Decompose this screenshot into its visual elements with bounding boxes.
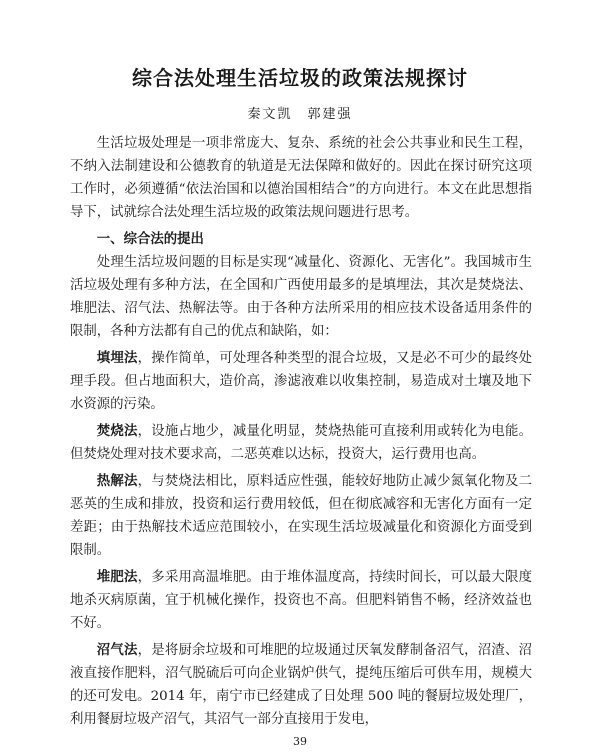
method-paragraph-incineration — [70, 420, 532, 466]
article-title: 综合法处理生活垃圾的政策法规探讨 — [132, 66, 468, 90]
method-paragraph-landfill — [70, 347, 532, 416]
section-paragraph: 处理生活垃圾问题的目标是实现“减量化、资源化、无害化”。我国城市生活垃圾处理有多种方法，在全国和广西使用最多的是填埋法，其次是焚烧法、堆肥法、沼气法、热解法等。由于各种方法所采用的相应技术设备适用条件的限制，各种方法都有自己的优点和缺陷，如： — [70, 255, 532, 339]
method-term: 堆肥法 — [96, 570, 138, 585]
method-text: ，是将厨余垃圾和可堆肥的垃圾通过厌氧发酵制备沼气，沼渣、沼液直接作肥料，沼气脱硫后可向企业锅炉供气，提纯压缩后可供车用，规模大的还可发电。2014 年，南宁市已经建成了日处理 500 吨的餐厨垃圾处理厂，利用餐厨垃圾产沼气，其沼气一部分直接用于发电， — [70, 643, 533, 727]
method-term: 焚烧法 — [96, 424, 138, 439]
method-paragraph-composting — [70, 566, 532, 635]
page-number: 39 — [293, 735, 307, 748]
method-text: ，与焚烧法相比，原料适应性强，能较好地防止减少氮氧化物及二恶英的生成和排放，投资和运行费用较低，但在彻底减容和无害化方面有一定差距；由于热解技术适应范围较小，在实现生活垃圾减量化和资源化方面受到限制。 — [70, 474, 533, 558]
method-text: ，设施占地少，减量化明显，焚烧热能可直接利用或转化为电能。但焚烧处理对技术要求高，二恶英难以达标，投资大，运行费用也高。 — [70, 424, 533, 462]
method-text: ，操作简单，可处理各种类型的混合垃圾，又是必不可少的最终处理手段。但占地面积大，造价高，渗滤液难以收集控制，易造成对土壤及地下水资源的污染。 — [70, 351, 533, 412]
intro-paragraph: 生活垃圾处理是一项非常庞大、复杂、系统的社会公共事业和民生工程，不纳入法制建设和公德教育的轨道是无法保障和做好的。因此在探讨研究这项工作时，必须遵循“依法治国和以德治国相结合”的方向进行。本文在此思想指导下，试就综合法处理生活垃圾的政策法规问题进行思考。 — [70, 136, 532, 220]
method-text: ，多采用高温堆肥。由于堆体温度高，持续时间长，可以最大限度地杀灭病原菌，宜于机械化操作，投资也不高。但肥料销售不畅，经济效益也不好。 — [70, 570, 533, 631]
method-paragraph-pyrolysis — [70, 470, 532, 562]
article-body — [70, 132, 532, 735]
section-heading: 一、综合法的提出 — [96, 232, 204, 247]
method-term: 沼气法 — [96, 643, 138, 658]
method-term: 热解法 — [96, 474, 138, 489]
method-paragraph-biogas — [70, 639, 532, 731]
method-term: 填埋法 — [96, 351, 138, 366]
article-authors: 秦文凯 郭建强 — [247, 107, 353, 122]
